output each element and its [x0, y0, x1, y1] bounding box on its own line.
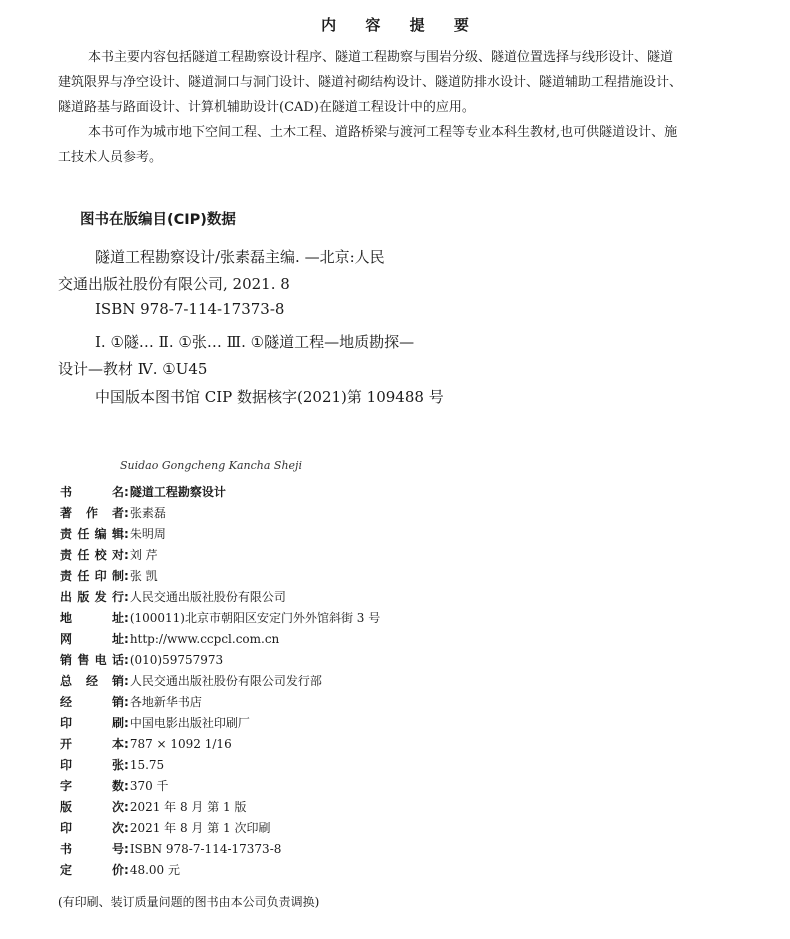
- info-row-title: 书名:隧道工程勘察设计: [60, 485, 226, 499]
- cip-line2: 交通出版社股份有限公司, 2021. 8: [58, 275, 290, 293]
- cip-heading: 图书在版编目(CIP)数据: [80, 212, 236, 228]
- pinyin-title: Suidao Gongcheng Kancha Sheji: [120, 459, 302, 472]
- cip-line5: 设计—教材 Ⅳ. ①U45: [58, 360, 208, 378]
- info-row-distributor: 总经销:人民交通出版社股份有限公司发行部: [60, 674, 322, 688]
- book-title-value: 隧道工程勘察设计: [129, 485, 226, 499]
- summary-para1-line2: 建筑限界与净空设计、隧道洞口与洞门设计、隧道衬砌结构设计、隧道防排水设计、隧道辅助工程措施设计、: [58, 75, 683, 90]
- info-row-word-count: 字数:370 千: [60, 779, 169, 793]
- cip-line6: 中国版本图书馆 CIP 数据核字(2021)第 109488 号: [95, 388, 444, 406]
- info-row-address: 地址:(100011)北京市朝阳区安定门外外馆斜街 3 号: [60, 611, 381, 625]
- info-row-printing-manager: 责任印制:张 凯: [60, 569, 158, 583]
- info-row-isbn: 书号:ISBN 978-7-114-17373-8: [60, 842, 282, 856]
- info-row-publisher: 出版发行:人民交通出版社股份有限公司: [60, 590, 286, 604]
- summary-para2-line2: 工技术人员参考。: [58, 150, 163, 165]
- cip-line1: 隧道工程勘察设计/张素磊主编. —北京:人民: [95, 248, 385, 266]
- info-row-website: 网址:http://www.ccpcl.com.cn: [60, 632, 280, 646]
- info-row-proofreader: 责任校对:刘 芹: [60, 548, 158, 562]
- summary-para1-line1: 本书主要内容包括隧道工程勘察设计程序、隧道工程勘察与围岩分级、隧道位置选择与线形设计、隧道: [88, 50, 674, 65]
- website-link: http://www.ccpcl.com.cn: [129, 632, 280, 646]
- info-row-sheets: 印张:15.75: [60, 758, 165, 772]
- info-row-printer: 印刷:中国电影出版社印刷厂: [60, 716, 250, 730]
- summary-title: 内 容 提 要: [321, 16, 481, 34]
- info-row-editor: 责任编辑:朱明周: [60, 527, 166, 541]
- info-row-sales-phone: 销售电话:(010)59757973: [60, 653, 224, 667]
- info-row-seller: 经销:各地新华书店: [60, 695, 202, 709]
- summary-para2-line1: 本书可作为城市地下空间工程、土木工程、道路桥梁与渡河工程等专业本科生教材,也可供隧道设计、施: [88, 125, 678, 140]
- info-row-author: 著作者:张素磊: [60, 506, 166, 520]
- summary-para1-line3: 隧道路基与路面设计、计算机辅助设计(CAD)在隧道工程设计中的应用。: [58, 100, 475, 115]
- cip-line3: ISBN 978-7-114-17373-8: [95, 300, 285, 318]
- quality-note: (有印刷、装订质量问题的图书由本公司负责调换): [58, 895, 320, 909]
- cip-line4: Ⅰ. ①隧… Ⅱ. ①张… Ⅲ. ①隧道工程—地质勘探—: [95, 333, 415, 351]
- info-row-impression: 印次:2021 年 8 月 第 1 次印刷: [60, 821, 271, 835]
- info-row-price: 定价:48.00 元: [60, 863, 180, 877]
- info-row-format: 开本:787 × 1092 1/16: [60, 737, 232, 751]
- info-row-edition: 版次:2021 年 8 月 第 1 版: [60, 800, 247, 814]
